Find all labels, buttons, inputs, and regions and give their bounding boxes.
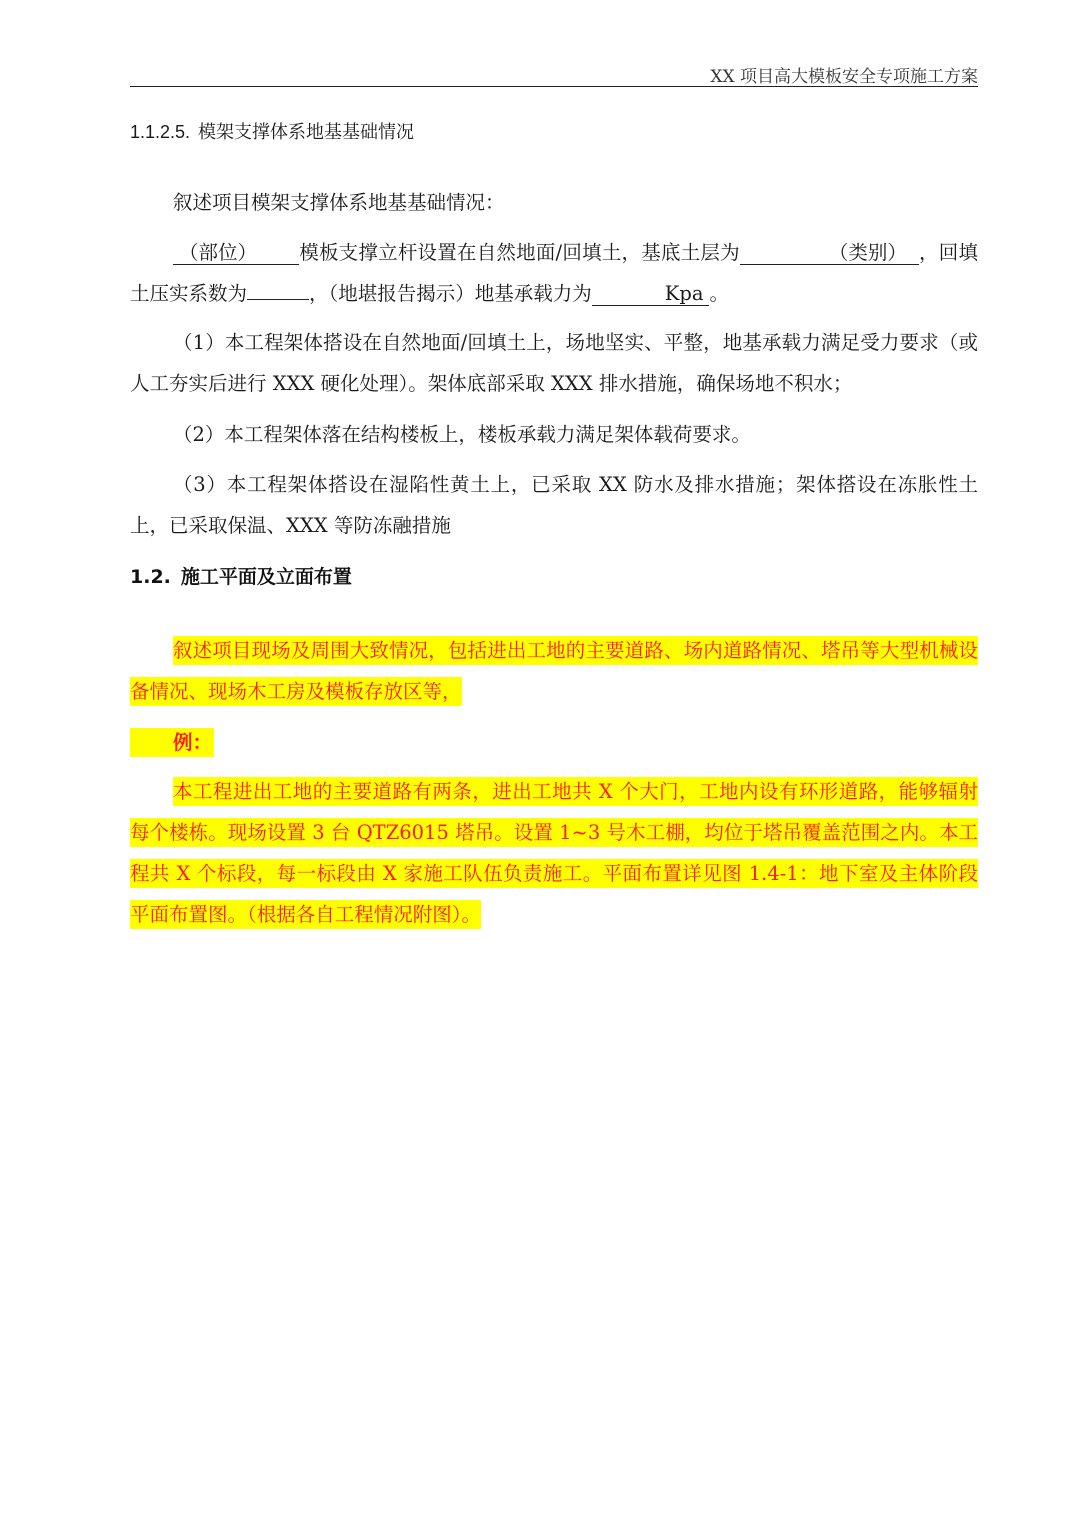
subsection-heading	[130, 118, 414, 144]
item-2: （2）本工程架体落在结构楼板上，楼板承载力满足架体载荷要求。	[173, 423, 751, 446]
header-rule	[130, 86, 978, 87]
highlighted-intro-text: 叙述项目现场及周围大致情况，包括进出工地的主要道路、场内道路情况、塔吊等大型机械设备情况、现场木工房及模板存放区等，	[130, 636, 978, 706]
foundation-text-2: ，回填土压实系数为	[130, 241, 978, 305]
foundation-text-1: 模板支撑立杆设置在自然地面/回填土，基底土层为	[299, 241, 740, 264]
bearing-capacity-blank: Kpa	[592, 283, 710, 306]
coefficient-blank	[247, 299, 309, 300]
section-title: 施工平面及立面布置	[180, 566, 352, 588]
category-blank: （类别）	[740, 242, 919, 265]
highlighted-example-text: 本工程进出工地的主要道路有两条，进出工地共 X 个大门，工地内设有环形道路，能够辐射每个楼栋。现场设置 3 台 QTZ6015 塔吊。设置 1~3 号木工棚，均位于塔吊覆盖范围之内。本工程共 X 个标段，每一标段由 X 家施工队伍负责施工。平面布置详见图 1.4-1：地下室及主体阶段平面布置图。（根据各自工程情况附图）。	[130, 777, 978, 929]
example-paragraph	[130, 771, 978, 935]
example-label: 例：	[130, 728, 214, 757]
subsection-number: 1.1.2.5.	[130, 122, 191, 142]
example-label-line	[130, 728, 214, 758]
foundation-text-4: 。	[709, 282, 729, 305]
highlight-intro-paragraph	[130, 630, 978, 712]
subsection-title: 模架支撑体系地基基础情况	[198, 122, 415, 143]
section-number: 1.2.	[130, 566, 171, 588]
location-blank: （部位）	[173, 242, 299, 265]
item-3: （3）本工程架体搭设在湿陷性黄土上，已采取 XX 防水及排水措施；架体搭设在冻胀性土上，已采取保温、XXX 等防冻融措施	[130, 473, 978, 537]
running-header: XX 项目高大模板安全专项施工方案	[710, 67, 978, 87]
item-1: （1）本工程架体搭设在自然地面/回填土上，场地坚实、平整，地基承载力满足受力要求（或人工夯实后进行 XXX 硬化处理）。架体底部采取 XXX 排水措施，确保场地不积水；	[130, 331, 978, 395]
intro-paragraph: 叙述项目模架支撑体系地基基础情况：	[173, 191, 505, 214]
foundation-paragraph	[130, 232, 978, 314]
foundation-text-3: ，（地堪报告揭示）地基承载力为	[309, 282, 592, 305]
section-heading	[130, 562, 352, 589]
